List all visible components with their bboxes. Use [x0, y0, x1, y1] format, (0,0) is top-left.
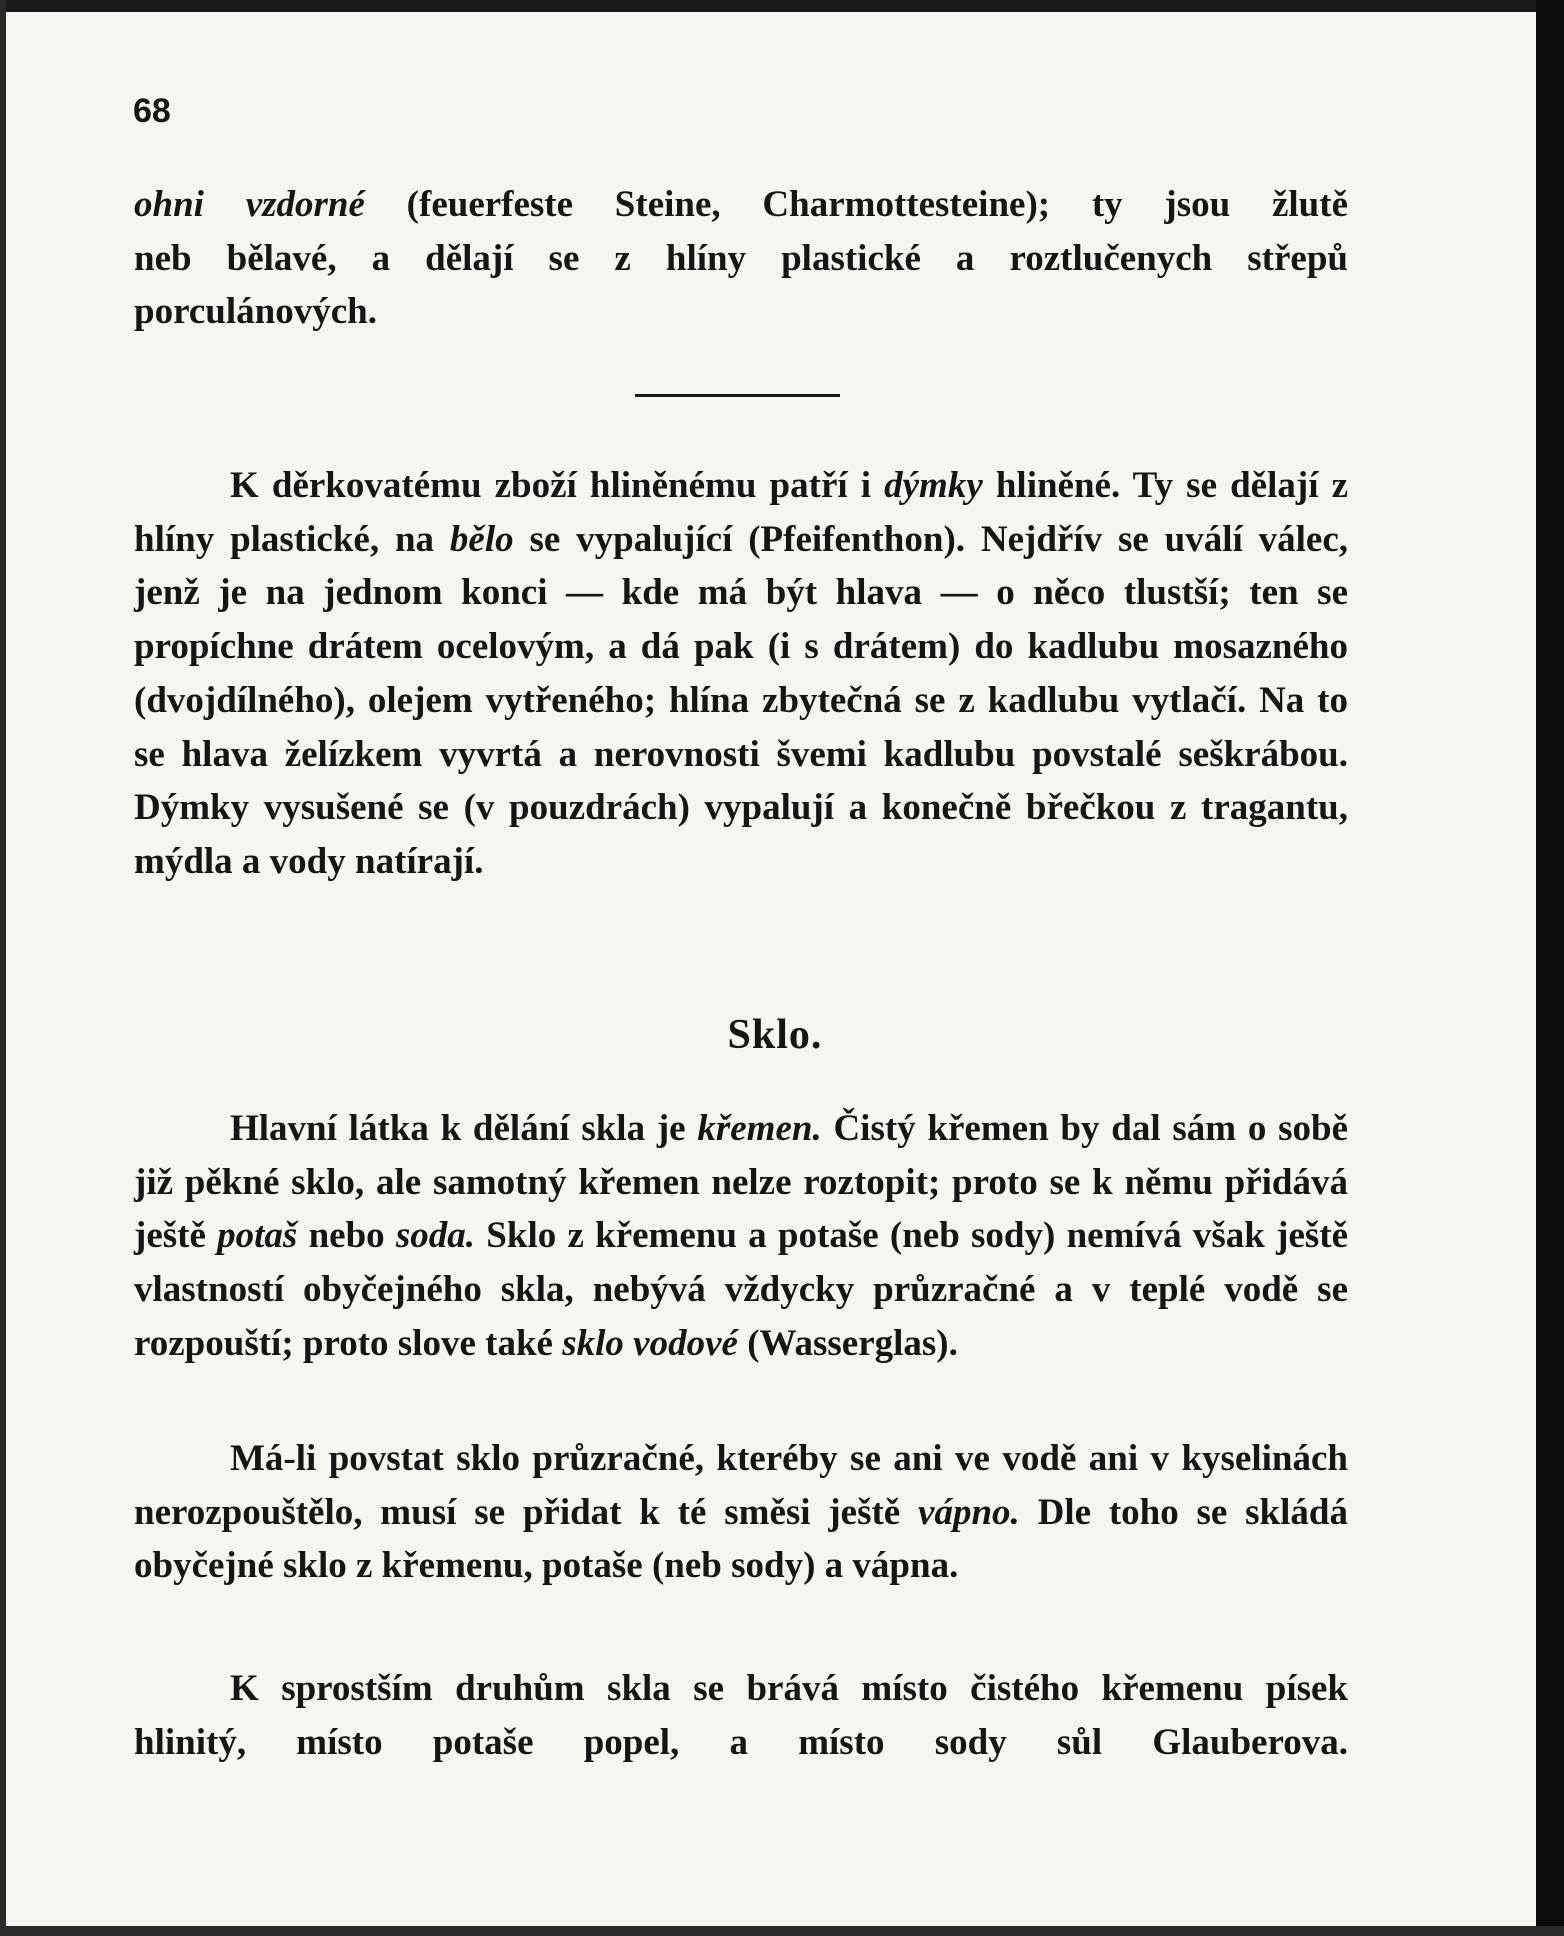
italic-term: křemen.	[697, 1108, 822, 1149]
page-number: 68	[133, 92, 171, 130]
paragraph-ma-li-povstat: Má-li povstat sklo průzračné, kteréby se ani ve vodě ani v kyselinách nerozpouštělo, musí se přidat k té směsi ještě vápno. Dle toho se skládá obyčejné sklo z křemenu, potaše (neb sody) a vápna.	[134, 1438, 1348, 1587]
italic-term: ohni vzdorné	[134, 184, 365, 225]
section-divider	[635, 394, 840, 397]
scan-top-border	[0, 0, 1564, 12]
paragraph-k-sprostsim: K sprostším druhům skla se brává místo čistého křemenu písek hlinitý, místo potaše popel, a místo sody sůl Glauberova.	[134, 1668, 1348, 1763]
para1-line1: ohni vzdorné (feuerfeste Steine, Charmottesteine); ty jsou žlutě	[134, 184, 1349, 225]
italic-term: vápno.	[918, 1491, 1020, 1533]
para1-line2: neb bělavé, a dělají se z hlíny plastické a roztlučenych střepů	[134, 237, 1348, 279]
scan-right-border	[1536, 0, 1564, 1936]
scan-left-border	[0, 0, 6, 1936]
paragraph-dymky: K děrkovatému zboží hliněnému patří i dýmky hliněné. Ty se dělají z hlíny plastické, na bělo se vypalující (Pfeifenthon). Nejdřív se uválí válec, jenž je na jednom konci — kde má být hlava — o něco tlustší; ten se propíchne drátem ocelovým, a dá pak (i s drátem) do kadlubu mosazného (dvojdílného), olejem vytřeného; hlína zbytečná se z kadlubu vytlačí. Na to se hlava želízkem vyvrtá a nerovnosti švemi kadlubu povstalé seškrábou. Dýmky vysušené se (v pouzdrách) vypalují a konečně břečkou z tragantu, mýdla a vody natírají.	[134, 465, 1349, 882]
italic-term: sklo vodové	[562, 1322, 738, 1364]
paragraph-ohni-vzdorne	[134, 178, 1348, 339]
para1-line3: porculánových.	[134, 291, 377, 333]
italic-term: soda.	[395, 1215, 476, 1257]
italic-term: bělo	[449, 518, 514, 560]
italic-term: potaš	[217, 1215, 298, 1257]
paragraph-hlavni-latka: Hlavní látka k dělání skla je křemen. Čistý křemen by dal sám o sobě již pěkné sklo, ale samotný křemen nelze roztopit; proto se k němu přidává ještě potaš nebo soda. Sklo z křemenu a potaše (neb sody) nemívá však ještě vlastností obyčejného skla, nebývá vždycky průzračné a v teplé vodě se rozpouští; proto slove také sklo vodové (Wasserglas).	[134, 1108, 1349, 1364]
italic-term: dýmky	[884, 465, 983, 506]
scan-bottom-border	[0, 1926, 1564, 1936]
section-heading-sklo: Sklo.	[727, 1012, 823, 1058]
